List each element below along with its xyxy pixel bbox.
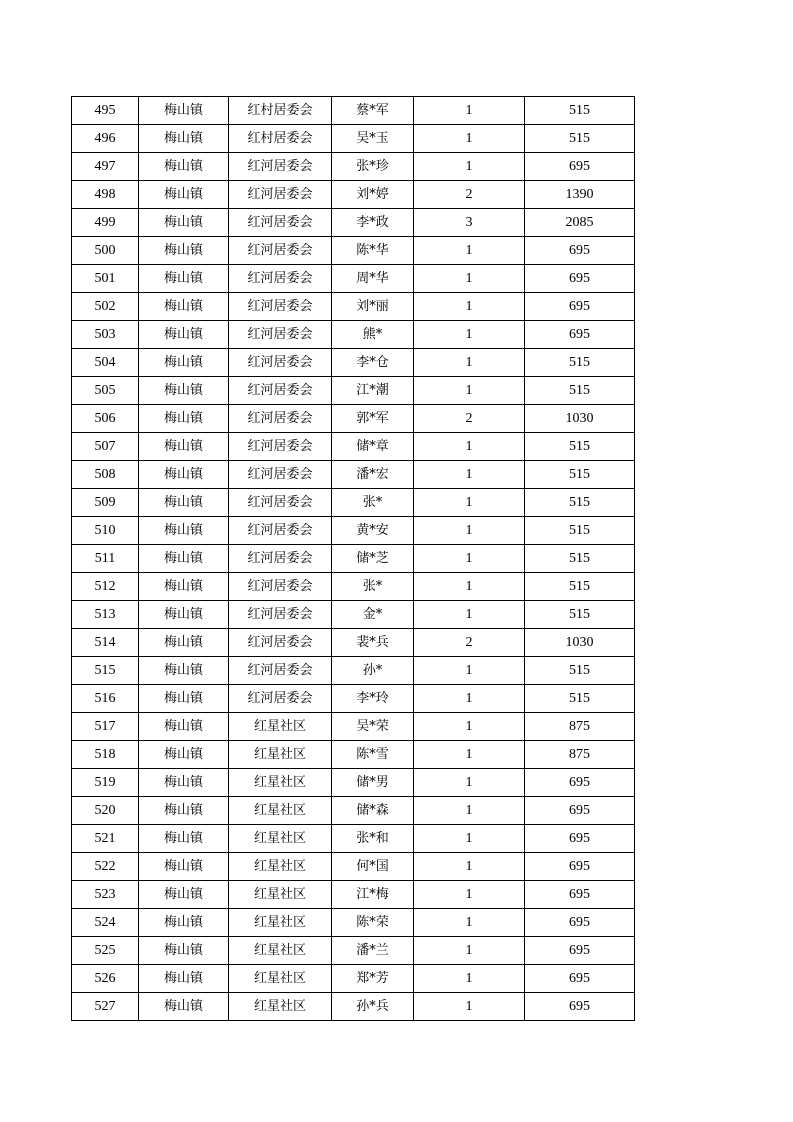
household-count-cell: 1	[414, 601, 525, 629]
town-cell: 梅山镇	[139, 685, 229, 713]
town-cell: 梅山镇	[139, 769, 229, 797]
name-cell: 吴*玉	[332, 125, 414, 153]
name-cell: 郑*芳	[332, 965, 414, 993]
name-cell: 何*国	[332, 853, 414, 881]
committee-cell: 红星社区	[229, 741, 332, 769]
town-cell: 梅山镇	[139, 573, 229, 601]
table-row	[72, 629, 635, 657]
town-cell: 梅山镇	[139, 545, 229, 573]
amount-cell: 515	[525, 517, 635, 545]
committee-cell: 红星社区	[229, 769, 332, 797]
household-count-cell: 1	[414, 237, 525, 265]
committee-cell: 红河居委会	[229, 461, 332, 489]
row-number-cell: 516	[72, 685, 139, 713]
town-cell: 梅山镇	[139, 153, 229, 181]
town-cell: 梅山镇	[139, 657, 229, 685]
amount-cell: 515	[525, 433, 635, 461]
amount-cell: 695	[525, 881, 635, 909]
table-body	[72, 97, 635, 1021]
committee-cell: 红星社区	[229, 937, 332, 965]
name-cell: 储*芝	[332, 545, 414, 573]
name-cell: 张*和	[332, 825, 414, 853]
town-cell: 梅山镇	[139, 293, 229, 321]
amount-cell: 695	[525, 769, 635, 797]
table-row	[72, 321, 635, 349]
row-number-cell: 523	[72, 881, 139, 909]
amount-cell: 2085	[525, 209, 635, 237]
town-cell: 梅山镇	[139, 377, 229, 405]
committee-cell: 红星社区	[229, 713, 332, 741]
town-cell: 梅山镇	[139, 433, 229, 461]
row-number-cell: 520	[72, 797, 139, 825]
committee-cell: 红河居委会	[229, 601, 332, 629]
household-count-cell: 1	[414, 769, 525, 797]
household-count-cell: 1	[414, 461, 525, 489]
household-count-cell: 1	[414, 685, 525, 713]
table-row	[72, 405, 635, 433]
committee-cell: 红村居委会	[229, 125, 332, 153]
table-row	[72, 573, 635, 601]
town-cell: 梅山镇	[139, 853, 229, 881]
row-number-cell: 509	[72, 489, 139, 517]
household-count-cell: 3	[414, 209, 525, 237]
amount-cell: 695	[525, 265, 635, 293]
name-cell: 江*梅	[332, 881, 414, 909]
beneficiary-table	[71, 96, 635, 1021]
household-count-cell: 1	[414, 657, 525, 685]
row-number-cell: 518	[72, 741, 139, 769]
row-number-cell: 497	[72, 153, 139, 181]
town-cell: 梅山镇	[139, 97, 229, 125]
committee-cell: 红河居委会	[229, 657, 332, 685]
town-cell: 梅山镇	[139, 237, 229, 265]
name-cell: 李*玲	[332, 685, 414, 713]
table-row	[72, 601, 635, 629]
name-cell: 储*森	[332, 797, 414, 825]
name-cell: 江*潮	[332, 377, 414, 405]
row-number-cell: 519	[72, 769, 139, 797]
household-count-cell: 2	[414, 405, 525, 433]
row-number-cell: 521	[72, 825, 139, 853]
committee-cell: 红河居委会	[229, 377, 332, 405]
table-row	[72, 965, 635, 993]
town-cell: 梅山镇	[139, 909, 229, 937]
table-row	[72, 349, 635, 377]
name-cell: 潘*兰	[332, 937, 414, 965]
row-number-cell: 511	[72, 545, 139, 573]
town-cell: 梅山镇	[139, 825, 229, 853]
town-cell: 梅山镇	[139, 265, 229, 293]
name-cell: 吴*荣	[332, 713, 414, 741]
table-row	[72, 881, 635, 909]
name-cell: 周*华	[332, 265, 414, 293]
row-number-cell: 499	[72, 209, 139, 237]
amount-cell: 1030	[525, 405, 635, 433]
table-row	[72, 293, 635, 321]
town-cell: 梅山镇	[139, 181, 229, 209]
table-row	[72, 853, 635, 881]
committee-cell: 红星社区	[229, 881, 332, 909]
amount-cell: 515	[525, 545, 635, 573]
committee-cell: 红星社区	[229, 797, 332, 825]
amount-cell: 695	[525, 909, 635, 937]
row-number-cell: 524	[72, 909, 139, 937]
committee-cell: 红河居委会	[229, 321, 332, 349]
household-count-cell: 1	[414, 293, 525, 321]
household-count-cell: 1	[414, 349, 525, 377]
amount-cell: 515	[525, 685, 635, 713]
household-count-cell: 1	[414, 741, 525, 769]
table-row	[72, 125, 635, 153]
amount-cell: 515	[525, 97, 635, 125]
name-cell: 蔡*军	[332, 97, 414, 125]
committee-cell: 红星社区	[229, 909, 332, 937]
amount-cell: 1390	[525, 181, 635, 209]
table-row	[72, 713, 635, 741]
amount-cell: 695	[525, 237, 635, 265]
household-count-cell: 1	[414, 965, 525, 993]
town-cell: 梅山镇	[139, 209, 229, 237]
household-count-cell: 1	[414, 125, 525, 153]
committee-cell: 红河居委会	[229, 685, 332, 713]
name-cell: 孙*兵	[332, 993, 414, 1021]
row-number-cell: 517	[72, 713, 139, 741]
row-number-cell: 525	[72, 937, 139, 965]
committee-cell: 红星社区	[229, 825, 332, 853]
household-count-cell: 1	[414, 153, 525, 181]
amount-cell: 695	[525, 321, 635, 349]
row-number-cell: 505	[72, 377, 139, 405]
committee-cell: 红村居委会	[229, 97, 332, 125]
name-cell: 张*	[332, 489, 414, 517]
committee-cell: 红河居委会	[229, 573, 332, 601]
amount-cell: 695	[525, 153, 635, 181]
amount-cell: 515	[525, 601, 635, 629]
name-cell: 熊*	[332, 321, 414, 349]
name-cell: 陈*华	[332, 237, 414, 265]
row-number-cell: 508	[72, 461, 139, 489]
row-number-cell: 522	[72, 853, 139, 881]
row-number-cell: 495	[72, 97, 139, 125]
amount-cell: 695	[525, 853, 635, 881]
household-count-cell: 2	[414, 181, 525, 209]
table-row	[72, 937, 635, 965]
row-number-cell: 502	[72, 293, 139, 321]
name-cell: 张*	[332, 573, 414, 601]
table-row	[72, 909, 635, 937]
name-cell: 陈*荣	[332, 909, 414, 937]
table-row	[72, 461, 635, 489]
table-row	[72, 181, 635, 209]
town-cell: 梅山镇	[139, 937, 229, 965]
row-number-cell: 526	[72, 965, 139, 993]
committee-cell: 红河居委会	[229, 237, 332, 265]
household-count-cell: 1	[414, 545, 525, 573]
table-row	[72, 769, 635, 797]
town-cell: 梅山镇	[139, 629, 229, 657]
row-number-cell: 514	[72, 629, 139, 657]
amount-cell: 515	[525, 461, 635, 489]
name-cell: 裴*兵	[332, 629, 414, 657]
table-row	[72, 265, 635, 293]
committee-cell: 红星社区	[229, 993, 332, 1021]
name-cell: 刘*丽	[332, 293, 414, 321]
household-count-cell: 1	[414, 321, 525, 349]
household-count-cell: 1	[414, 433, 525, 461]
table-row	[72, 741, 635, 769]
name-cell: 李*仓	[332, 349, 414, 377]
table-row	[72, 685, 635, 713]
table-row	[72, 489, 635, 517]
row-number-cell: 513	[72, 601, 139, 629]
town-cell: 梅山镇	[139, 965, 229, 993]
table-row	[72, 153, 635, 181]
amount-cell: 875	[525, 713, 635, 741]
row-number-cell: 506	[72, 405, 139, 433]
amount-cell: 1030	[525, 629, 635, 657]
town-cell: 梅山镇	[139, 741, 229, 769]
table-row	[72, 545, 635, 573]
household-count-cell: 1	[414, 713, 525, 741]
amount-cell: 515	[525, 125, 635, 153]
committee-cell: 红河居委会	[229, 629, 332, 657]
row-number-cell: 498	[72, 181, 139, 209]
row-number-cell: 500	[72, 237, 139, 265]
row-number-cell: 515	[72, 657, 139, 685]
amount-cell: 695	[525, 293, 635, 321]
town-cell: 梅山镇	[139, 713, 229, 741]
amount-cell: 515	[525, 657, 635, 685]
household-count-cell: 1	[414, 265, 525, 293]
name-cell: 刘*婷	[332, 181, 414, 209]
committee-cell: 红河居委会	[229, 517, 332, 545]
town-cell: 梅山镇	[139, 489, 229, 517]
row-number-cell: 512	[72, 573, 139, 601]
row-number-cell: 510	[72, 517, 139, 545]
name-cell: 黄*安	[332, 517, 414, 545]
name-cell: 陈*雪	[332, 741, 414, 769]
name-cell: 张*珍	[332, 153, 414, 181]
committee-cell: 红星社区	[229, 853, 332, 881]
amount-cell: 695	[525, 797, 635, 825]
household-count-cell: 2	[414, 629, 525, 657]
household-count-cell: 1	[414, 937, 525, 965]
name-cell: 郭*军	[332, 405, 414, 433]
name-cell: 储*章	[332, 433, 414, 461]
committee-cell: 红河居委会	[229, 405, 332, 433]
household-count-cell: 1	[414, 853, 525, 881]
amount-cell: 515	[525, 377, 635, 405]
table-row	[72, 517, 635, 545]
household-count-cell: 1	[414, 993, 525, 1021]
household-count-cell: 1	[414, 489, 525, 517]
row-number-cell: 507	[72, 433, 139, 461]
household-count-cell: 1	[414, 97, 525, 125]
amount-cell: 875	[525, 741, 635, 769]
table-row	[72, 237, 635, 265]
name-cell: 孙*	[332, 657, 414, 685]
household-count-cell: 1	[414, 573, 525, 601]
committee-cell: 红河居委会	[229, 153, 332, 181]
amount-cell: 695	[525, 965, 635, 993]
committee-cell: 红河居委会	[229, 293, 332, 321]
town-cell: 梅山镇	[139, 461, 229, 489]
household-count-cell: 1	[414, 909, 525, 937]
table-row	[72, 433, 635, 461]
town-cell: 梅山镇	[139, 321, 229, 349]
committee-cell: 红河居委会	[229, 433, 332, 461]
name-cell: 潘*宏	[332, 461, 414, 489]
amount-cell: 695	[525, 825, 635, 853]
table-row	[72, 993, 635, 1021]
table-row	[72, 825, 635, 853]
amount-cell: 515	[525, 489, 635, 517]
town-cell: 梅山镇	[139, 881, 229, 909]
committee-cell: 红河居委会	[229, 545, 332, 573]
name-cell: 李*政	[332, 209, 414, 237]
town-cell: 梅山镇	[139, 125, 229, 153]
row-number-cell: 501	[72, 265, 139, 293]
committee-cell: 红河居委会	[229, 181, 332, 209]
table-row	[72, 97, 635, 125]
committee-cell: 红河居委会	[229, 349, 332, 377]
amount-cell: 695	[525, 937, 635, 965]
committee-cell: 红河居委会	[229, 265, 332, 293]
name-cell: 储*男	[332, 769, 414, 797]
household-count-cell: 1	[414, 377, 525, 405]
town-cell: 梅山镇	[139, 405, 229, 433]
row-number-cell: 503	[72, 321, 139, 349]
table-row	[72, 209, 635, 237]
table-row	[72, 797, 635, 825]
town-cell: 梅山镇	[139, 517, 229, 545]
town-cell: 梅山镇	[139, 601, 229, 629]
committee-cell: 红河居委会	[229, 489, 332, 517]
row-number-cell: 496	[72, 125, 139, 153]
town-cell: 梅山镇	[139, 993, 229, 1021]
household-count-cell: 1	[414, 797, 525, 825]
committee-cell: 红星社区	[229, 965, 332, 993]
household-count-cell: 1	[414, 881, 525, 909]
household-count-cell: 1	[414, 517, 525, 545]
town-cell: 梅山镇	[139, 349, 229, 377]
row-number-cell: 504	[72, 349, 139, 377]
table-row	[72, 657, 635, 685]
amount-cell: 515	[525, 573, 635, 601]
town-cell: 梅山镇	[139, 797, 229, 825]
household-count-cell: 1	[414, 825, 525, 853]
committee-cell: 红河居委会	[229, 209, 332, 237]
amount-cell: 515	[525, 349, 635, 377]
table-row	[72, 377, 635, 405]
name-cell: 金*	[332, 601, 414, 629]
row-number-cell: 527	[72, 993, 139, 1021]
amount-cell: 695	[525, 993, 635, 1021]
